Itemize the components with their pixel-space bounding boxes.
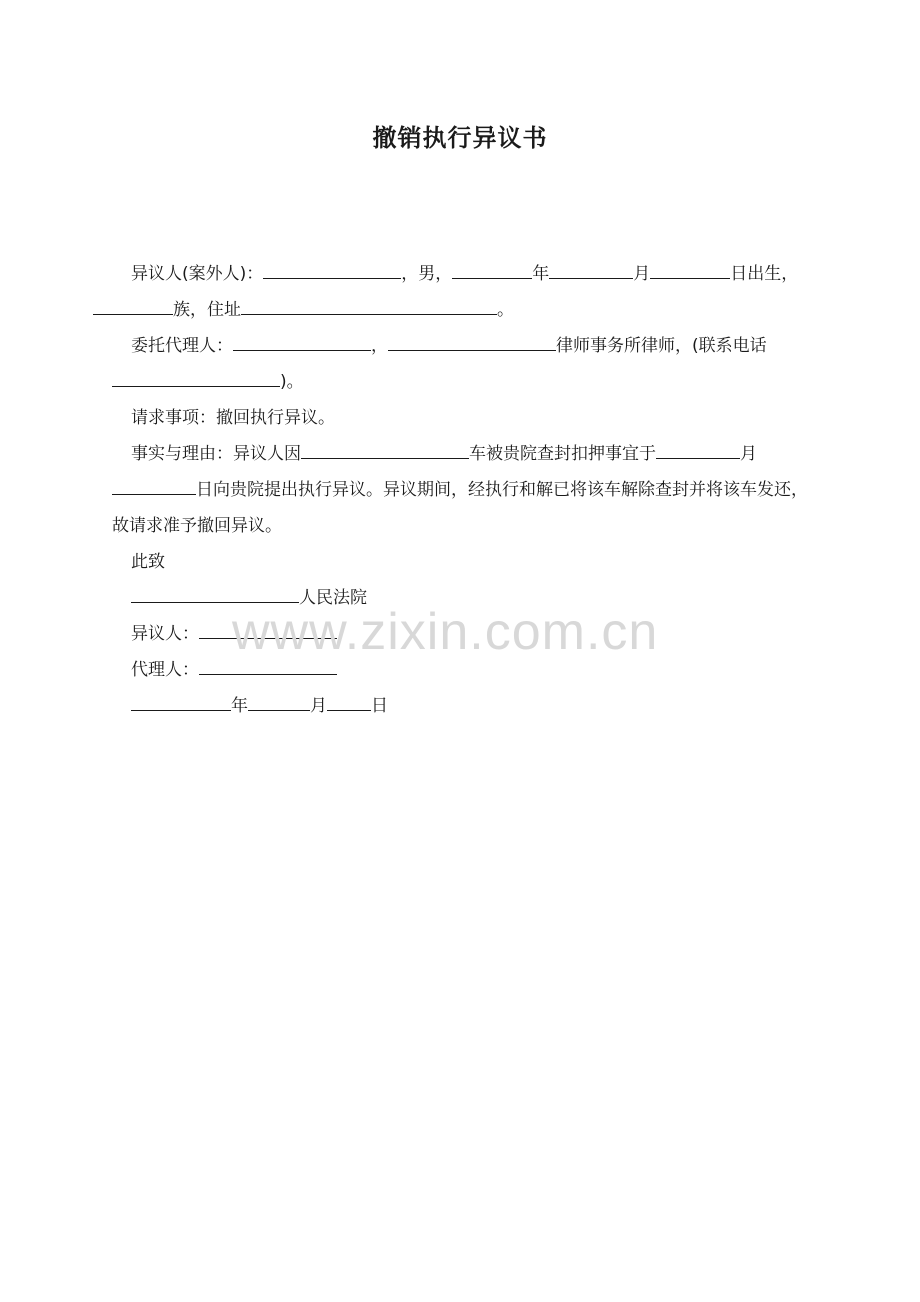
text-segment: 日向贵院提出执行异议。异议期间，经执行和解已将该车解除查封并将该车发还，故请求准予撤回异议。 [112, 480, 808, 536]
text-segment: 异议人(案外人)： [131, 264, 264, 284]
facts-paragraph [112, 436, 812, 544]
text-segment: 事实与理由：异议人因 [131, 444, 301, 464]
blank-date-year [131, 692, 231, 711]
blank-agent-name [233, 332, 371, 351]
blank-law-firm [388, 332, 556, 351]
text-segment: 年 [532, 264, 550, 284]
date-line [112, 688, 812, 724]
objector-paragraph [112, 256, 812, 328]
text-segment: ，男， [401, 264, 453, 284]
text-segment: 日出生， [730, 264, 799, 284]
salutation: 此致 [131, 552, 165, 572]
text-segment: 月 [740, 444, 757, 464]
text-segment: 族，住址 [173, 300, 241, 320]
text-segment: 请求事项：撤回执行异议。 [131, 408, 335, 428]
request-paragraph [112, 400, 812, 436]
text-segment: 异议人： [131, 624, 199, 644]
blank-objector-name [263, 260, 401, 279]
text-segment: 。 [497, 300, 514, 320]
text-segment: 年 [231, 696, 248, 716]
blank-phone [112, 368, 280, 387]
text-segment: 委托代理人： [131, 336, 233, 356]
text-segment: 律师事务所律师，(联系电话 [556, 336, 767, 356]
document-title: 撤销执行异议书 [372, 124, 548, 152]
blank-birth-day [650, 260, 730, 279]
agent-paragraph [112, 328, 812, 400]
watermark: www.zixin.com.cn [232, 603, 659, 661]
text-segment: 月 [633, 264, 651, 284]
text-segment: ， [371, 336, 388, 356]
blank-month [656, 440, 740, 459]
blank-vehicle [301, 440, 469, 459]
text-segment: 日 [371, 696, 388, 716]
blank-ethnicity [93, 296, 173, 315]
blank-court [131, 584, 299, 603]
blank-birth-month [549, 260, 633, 279]
blank-day [112, 476, 196, 495]
blank-birth-year [452, 260, 532, 279]
text-segment: 人民法院 [299, 588, 367, 608]
text-segment: )。 [280, 372, 304, 392]
blank-date-month [248, 692, 310, 711]
blank-address [241, 296, 497, 315]
text-segment: 车被贵院查封扣押事宜于 [469, 444, 656, 464]
text-segment: 代理人： [131, 660, 199, 680]
blank-date-day [327, 692, 371, 711]
text-segment: 月 [310, 696, 327, 716]
